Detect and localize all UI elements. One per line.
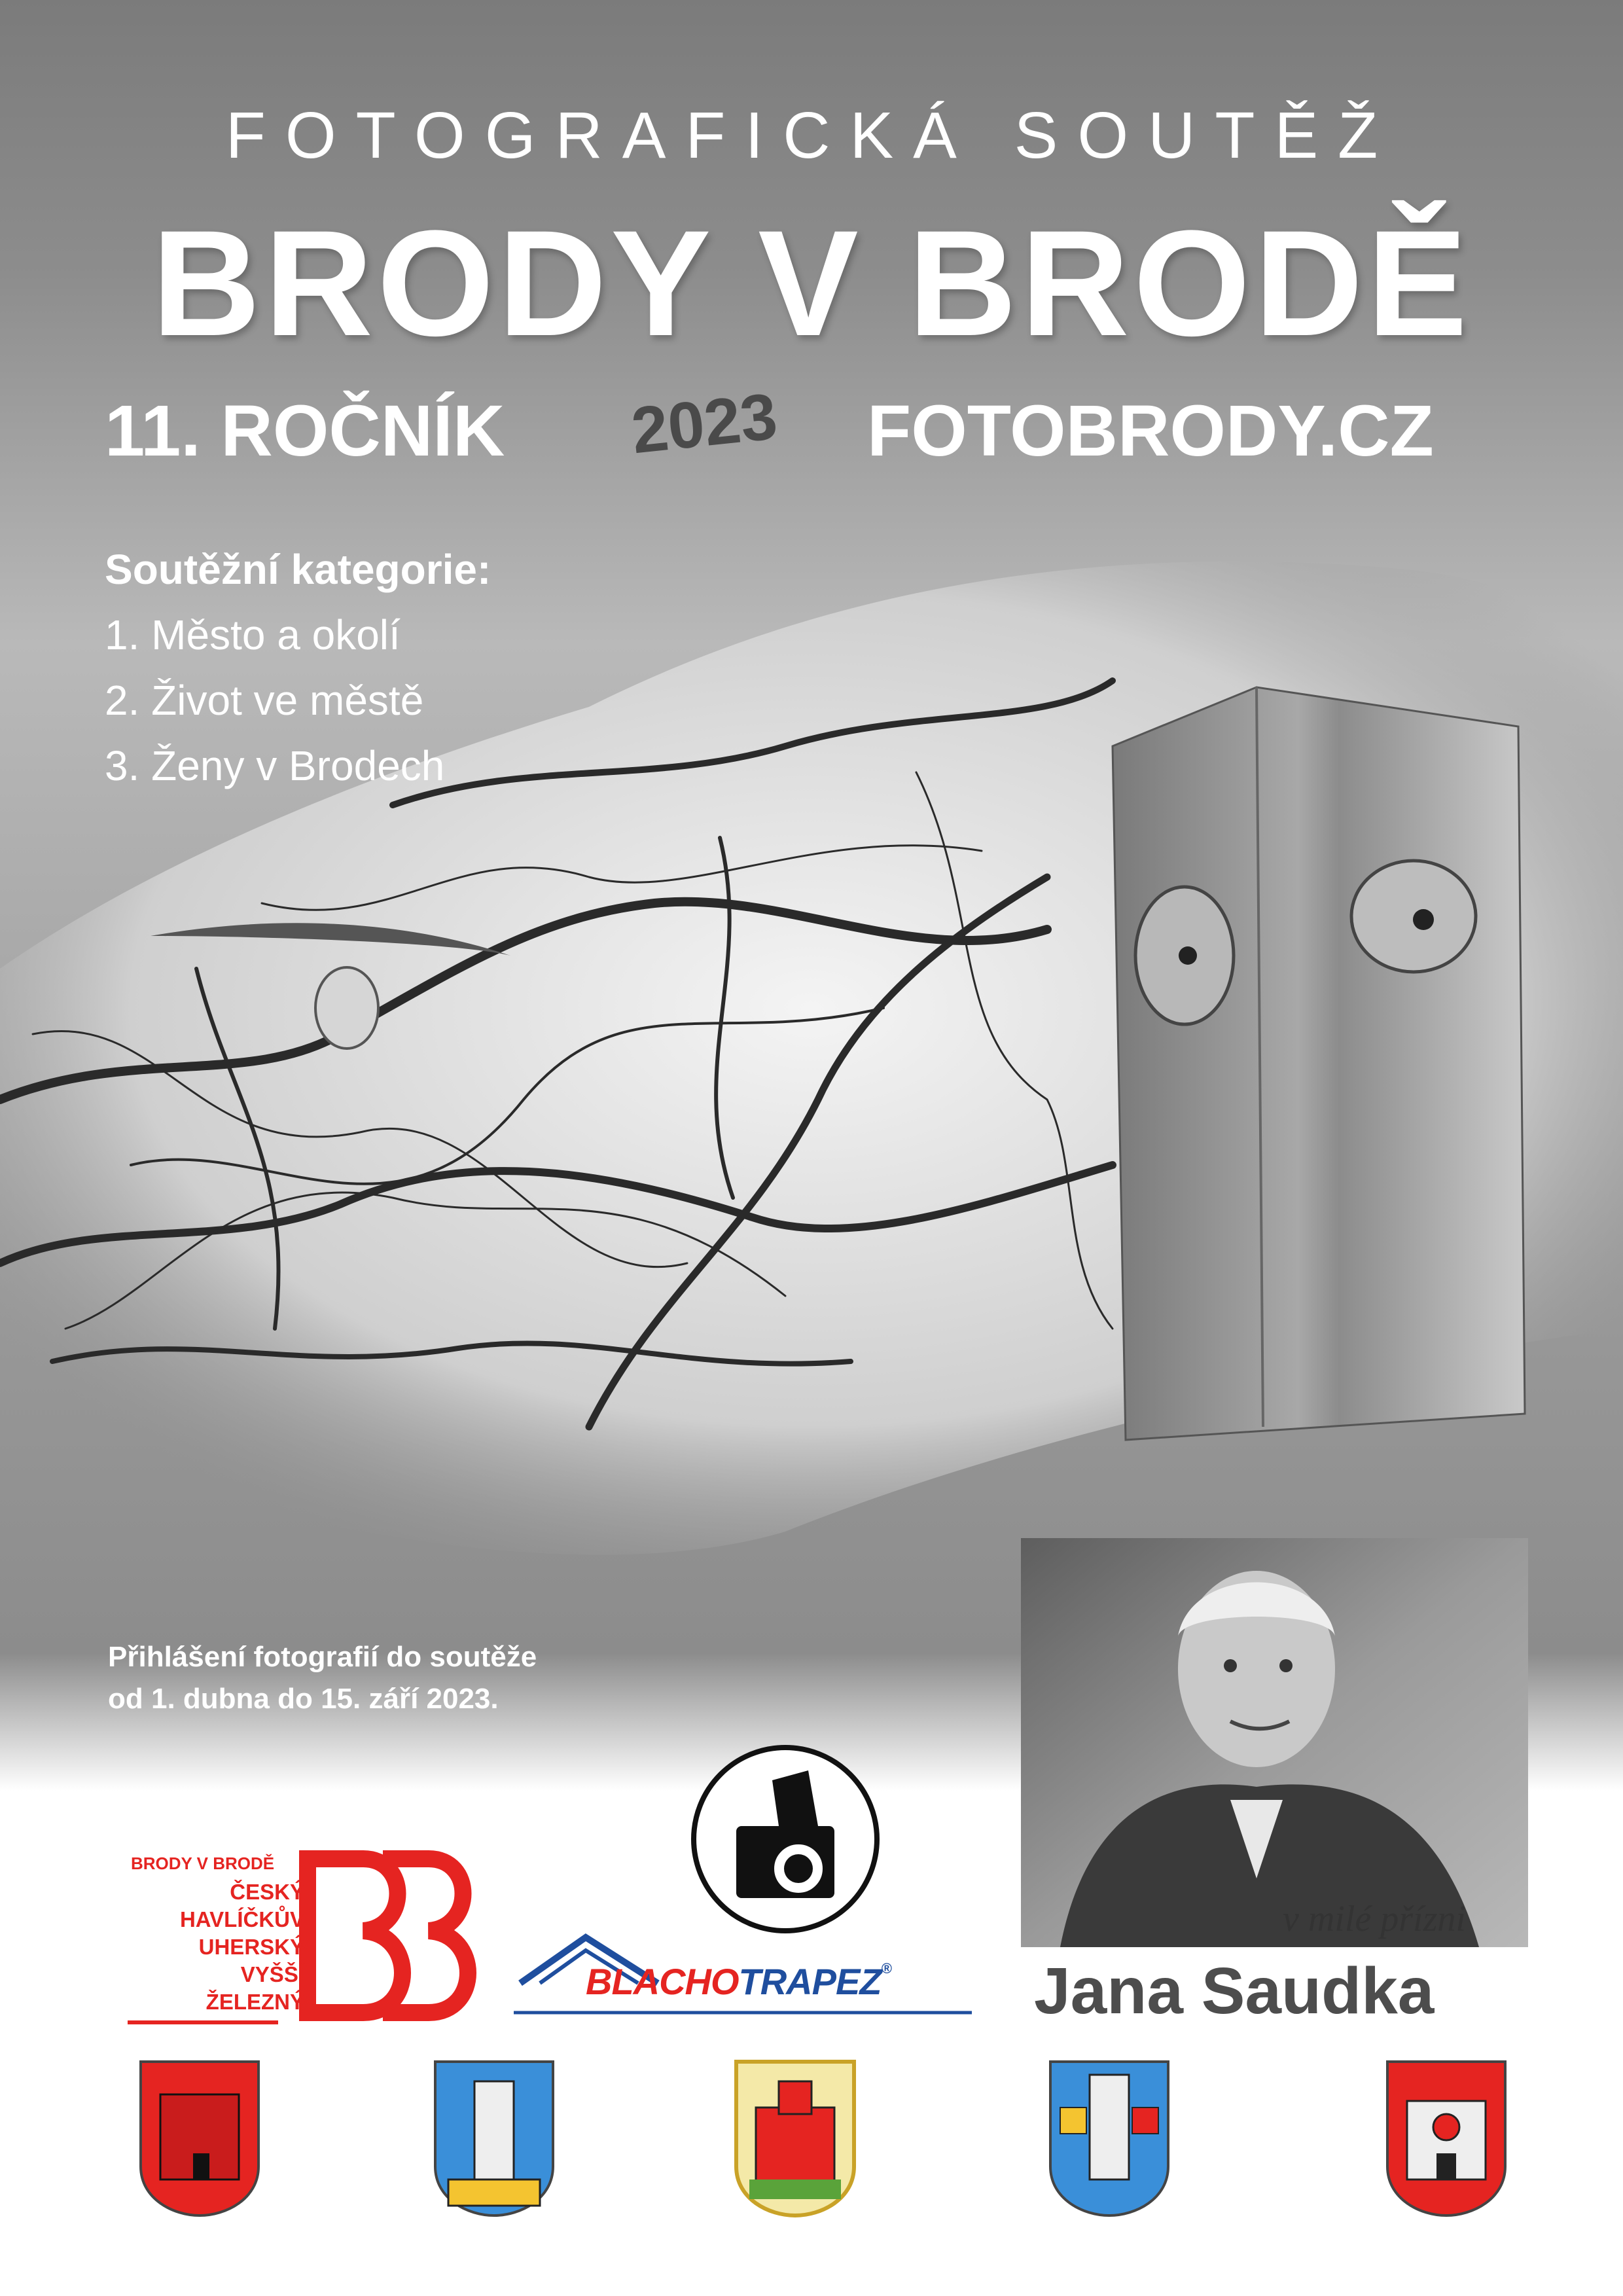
category-item: 1. Město a okolí bbox=[105, 611, 401, 658]
contest-title: BRODY V BRODĚ bbox=[151, 199, 1472, 367]
bb-town: ŽELEZNÝ bbox=[205, 1990, 304, 2014]
mask-face bbox=[315, 967, 378, 1049]
crest-havlickuv-brod bbox=[429, 2055, 560, 2219]
patron-portrait bbox=[1021, 1538, 1528, 1947]
deadline-line-2: od 1. dubna do 15. září 2023. bbox=[108, 1683, 499, 1715]
bb-logo-title: BRODY V BRODĚ bbox=[131, 1854, 275, 1873]
deadline-line-1: Přihlášení fotografií do soutěže bbox=[108, 1641, 537, 1673]
stone-sculpture bbox=[1113, 687, 1525, 1440]
camera-icon bbox=[687, 1741, 883, 1937]
contest-label: FOTOGRAFICKÁ SOUTĚŽ bbox=[225, 99, 1398, 172]
bb-town: UHERSKÝ bbox=[198, 1935, 304, 1959]
bb-town: HAVLÍČKŮV bbox=[179, 1907, 304, 1931]
crest-uhersky-brod bbox=[730, 2055, 861, 2219]
bb-logo-towns bbox=[131, 1878, 304, 2016]
crest-cesky-brod bbox=[134, 2055, 265, 2219]
website-label: FOTOBRODY.CZ bbox=[867, 391, 1434, 471]
blacho-part-1: BLACHO bbox=[586, 1961, 739, 2002]
patron-intro: v milé přízni bbox=[1283, 1899, 1466, 1939]
crest-zelezny-brod bbox=[1381, 2055, 1512, 2219]
categories-list bbox=[105, 537, 491, 798]
blacho-part-2: TRAPEZ bbox=[738, 1961, 882, 2002]
categories-heading: Soutěžní kategorie: bbox=[105, 546, 491, 593]
bb-town: VYŠŠÍ bbox=[240, 1962, 304, 1986]
category-item: 3. Ženy v Brodech bbox=[105, 742, 445, 789]
blachotrapez-wordmark bbox=[586, 1960, 891, 2003]
blacho-mark: ® bbox=[881, 1960, 891, 1977]
patron-name: Jana Saudka bbox=[1034, 1954, 1435, 2028]
crest-vyssi-brod bbox=[1044, 2055, 1175, 2219]
year-label: 2023 bbox=[628, 379, 781, 468]
bb-town: ČESKÝ bbox=[230, 1880, 304, 1904]
edition-label: 11. ROČNÍK bbox=[105, 391, 505, 471]
deadline-text bbox=[108, 1636, 537, 1720]
category-item: 2. Život ve městě bbox=[105, 677, 424, 724]
